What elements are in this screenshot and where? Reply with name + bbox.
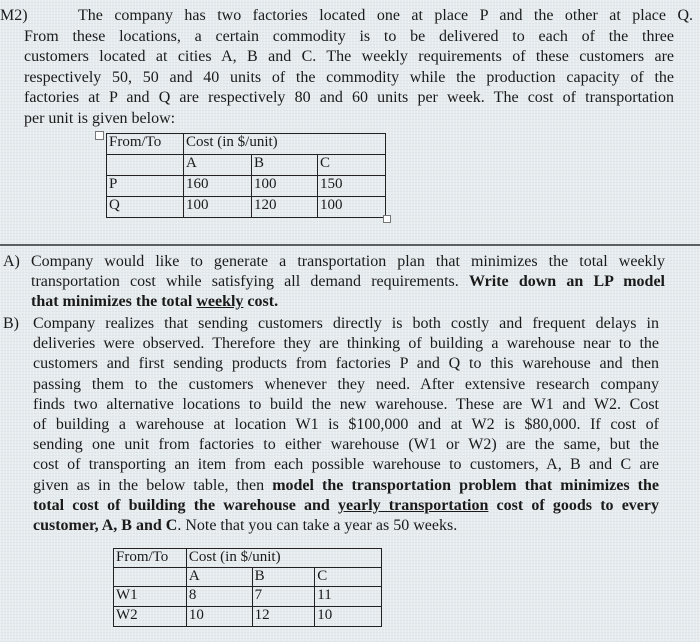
cell: 120 (252, 197, 318, 218)
text-segment: factories at P and Q are respectively 80 and 60 units per week. The cost of transportation (24, 89, 674, 107)
bold-text: cost of goods to every (488, 496, 660, 514)
text-line (31, 273, 665, 291)
text-segment: transportation cost while satisfying all demand requirements. (31, 272, 469, 290)
text-line (24, 28, 674, 46)
text-line (24, 48, 674, 66)
text-segment: per unit is given below: (24, 110, 176, 127)
column-a: A (186, 568, 252, 587)
bold-text: weekly (196, 292, 244, 310)
cell: 10 (315, 607, 382, 627)
column-b: B (252, 155, 318, 176)
empty-cell (114, 568, 187, 587)
cell: 10 (186, 607, 252, 627)
header-cost: Cost (in $/unit) (186, 549, 381, 568)
text-segment: customers and first sending products from factories P and Q to this warehouse and then (33, 355, 659, 373)
text-line (33, 517, 659, 535)
cell: 100 (252, 176, 318, 197)
row-label: W1 (114, 587, 187, 607)
bold-text: yearly transportation (337, 496, 489, 514)
table-row (114, 607, 382, 627)
text-segment: deliveries were observed. Therefore they are thinking of building a warehouse near to the (33, 335, 659, 353)
part-a-label: A) (3, 253, 20, 270)
row-label: P (107, 176, 184, 197)
text-segment: passing them to the customers whenever they need. After extensive research company (33, 375, 659, 393)
empty-cell (107, 155, 184, 176)
text-segment: The company has two factories located one at place P and the other at place Q. (78, 7, 693, 24)
cell: 12 (252, 607, 315, 627)
table-row (107, 197, 386, 218)
text-line (78, 7, 693, 25)
text-line (24, 89, 674, 107)
column-b: B (252, 568, 315, 587)
table-move-handle[interactable] (95, 131, 104, 140)
question-label: M2) (0, 7, 28, 24)
text-line (33, 436, 659, 454)
text-line (33, 355, 659, 373)
header-from-to: From/To (107, 134, 184, 155)
bold-text: customer, A, B and C (33, 517, 178, 534)
text-segment: customers located at cities A, B and C. The weekly requirements of these customers are (24, 48, 674, 66)
bold-text: total cost of building the warehouse and (33, 496, 338, 514)
cell: 8 (186, 587, 252, 607)
header-from-to: From/To (114, 549, 187, 568)
table-row (114, 587, 382, 607)
row-label: Q (107, 197, 184, 218)
text-line (31, 253, 665, 271)
text-segment: given as in the below table, then (33, 476, 273, 494)
text-line (33, 477, 659, 495)
text-line (31, 293, 665, 311)
text-segment: cost of transporting an item from each possible warehouse to customers, A, B and C are (33, 456, 659, 474)
text-line (24, 69, 674, 87)
cell: 100 (318, 197, 386, 218)
text-line (33, 416, 659, 434)
text-line (33, 497, 659, 515)
text-line (24, 110, 674, 128)
column-a: A (184, 155, 252, 176)
bold-text: cost. (243, 292, 279, 310)
text-segment: of building a warehouse at location W1 is $100,000 and at W2 is $80,000. If cost of (33, 416, 659, 433)
column-c: C (318, 155, 386, 176)
text-line (33, 335, 659, 353)
text-line (33, 396, 659, 414)
bold-text: model the transportation problem that minimizes the (272, 476, 660, 494)
text-line (33, 376, 659, 394)
cell: 100 (184, 197, 252, 218)
header-cost: Cost (in $/unit) (184, 134, 386, 155)
table-resize-handle[interactable] (383, 215, 391, 223)
bold-text: Write down an LP model (468, 272, 665, 290)
cell: 7 (252, 587, 315, 607)
cell: 150 (318, 176, 386, 197)
text-line (33, 315, 659, 333)
text-segment: From these locations, a certain commodity is to be delivered to each of the three (24, 27, 674, 45)
table-row (107, 176, 386, 197)
factory-cost-table (106, 133, 386, 218)
row-label: W2 (114, 607, 187, 627)
text-segment: finds two alternative locations to build the new warehouse. These are W1 and W2. Cost (33, 395, 659, 413)
warehouse-cost-table (113, 548, 382, 627)
part-b-label: B) (3, 315, 19, 332)
text-segment: respectively 50, 50 and 40 units of the commodity while the production capacity of the (24, 68, 674, 86)
text-segment: sending one unit from factories to either warehouse (W1 or W2) are the same, but the (33, 436, 659, 454)
text-line (33, 456, 659, 474)
cell: 11 (315, 587, 382, 607)
column-c: C (315, 568, 382, 587)
text-segment: . Note that you can take a year as 50 weeks. (177, 517, 458, 534)
text-segment: Company would like to generate a transportation plan that minimizes the total weekly (31, 253, 665, 270)
divider (0, 244, 700, 246)
text-segment: Company realizes that sending customers directly is both costly and frequent delays in (33, 315, 659, 332)
bold-text: that minimizes the total (31, 292, 197, 310)
cell: 160 (184, 176, 252, 197)
